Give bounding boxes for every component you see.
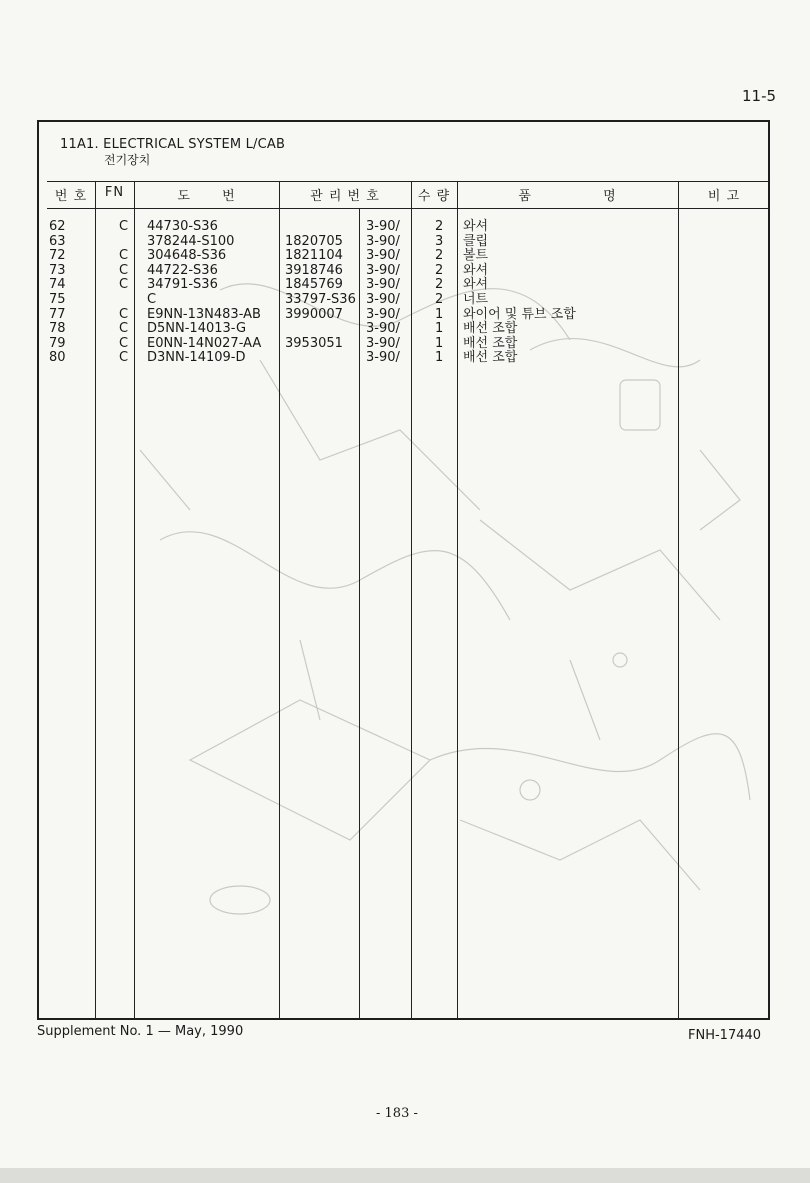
row-name: 너트 (463, 292, 489, 307)
row-no: 77 (49, 306, 66, 322)
row-part-no: 34791-S36 (147, 277, 218, 293)
row-name: 와셔 (463, 219, 489, 234)
row-no: 73 (49, 262, 66, 278)
row-date: 3-90/ (366, 219, 400, 234)
row-name: 볼트 (463, 248, 489, 264)
row-name: 와셔 (463, 262, 489, 278)
row-part-no: 44730-S36 (147, 219, 218, 234)
row-qty: 1 (435, 350, 444, 366)
row-name: 와이어 및 튜브 조합 (463, 306, 576, 322)
row-date: 3-90/ (366, 306, 400, 322)
row-part-no: C (147, 292, 157, 307)
column-divider (457, 181, 458, 1019)
row-date: 3-90/ (366, 335, 400, 351)
header-bottom-rule (47, 208, 770, 209)
column-divider (279, 181, 280, 1019)
row-qty: 3 (435, 233, 444, 249)
row-fn: C (119, 306, 129, 322)
row-name: 클립 (463, 233, 489, 249)
row-part-no: 378244-S100 (147, 233, 235, 249)
row-no: 78 (49, 321, 66, 337)
header-top-rule (47, 181, 770, 182)
header-fn: FN (104, 185, 125, 200)
header-no: 번 호 (54, 189, 88, 204)
row-qty: 1 (435, 335, 444, 351)
row-qty: 2 (435, 277, 444, 293)
row-control-no: 1821104 (285, 248, 343, 264)
row-date: 3-90/ (366, 233, 400, 249)
section-title: 11A1. ELECTRICAL SYSTEM L/CAB (60, 137, 286, 152)
row-qty: 2 (435, 292, 444, 307)
row-part-no: D5NN-14013-G (147, 321, 247, 337)
row-no: 62 (49, 219, 66, 234)
supplement-note: Supplement No. 1 — May, 1990 (37, 1024, 244, 1039)
parts-table (47, 181, 770, 1019)
row-date: 3-90/ (366, 262, 400, 278)
row-name: 배선 조합 (463, 350, 518, 366)
column-divider (359, 208, 360, 1019)
header-control-no: 관 리 번 호 (310, 189, 380, 204)
page-number-top: 11-5 (742, 87, 777, 105)
row-name: 배선 조합 (463, 335, 518, 351)
row-control-no: 3953051 (285, 335, 343, 351)
row-fn: C (119, 262, 129, 278)
row-fn: C (119, 248, 129, 264)
row-date: 3-90/ (366, 248, 400, 264)
row-qty: 2 (435, 262, 444, 278)
header-drawing: 도 번 (177, 189, 236, 204)
row-control-no: 1820705 (285, 233, 343, 249)
document-code: FNH-17440 (688, 1028, 762, 1043)
row-no: 72 (49, 248, 66, 264)
row-fn: C (119, 350, 129, 366)
row-control-no: 33797-S36 (285, 292, 356, 307)
row-qty: 1 (435, 321, 444, 337)
row-control-no: 1845769 (285, 277, 343, 293)
row-qty: 1 (435, 306, 444, 322)
column-divider (95, 181, 96, 1019)
row-control-no: 3990007 (285, 306, 343, 322)
row-name: 배선 조합 (463, 321, 518, 337)
row-name: 와셔 (463, 277, 489, 293)
row-no: 75 (49, 292, 66, 307)
column-divider (678, 181, 679, 1019)
row-fn: C (119, 277, 129, 293)
row-date: 3-90/ (366, 350, 400, 366)
column-divider (411, 181, 412, 1019)
row-no: 80 (49, 350, 66, 366)
row-fn: C (119, 219, 129, 234)
row-fn: C (119, 321, 129, 337)
row-no: 63 (49, 233, 66, 249)
row-date: 3-90/ (366, 277, 400, 293)
row-part-no: 304648-S36 (147, 248, 227, 264)
header-remarks: 비 고 (707, 189, 741, 204)
row-no: 79 (49, 335, 66, 351)
row-part-no: 44722-S36 (147, 262, 218, 278)
row-date: 3-90/ (366, 292, 400, 307)
row-date: 3-90/ (366, 321, 400, 337)
page-number-bottom: - 183 - (376, 1106, 418, 1121)
row-qty: 2 (435, 219, 444, 234)
row-qty: 2 (435, 248, 444, 264)
scan-edge (0, 1168, 810, 1183)
column-divider (134, 181, 135, 1019)
row-control-no: 3918746 (285, 262, 343, 278)
row-part-no: E9NN-13N483-AB (147, 306, 261, 322)
row-no: 74 (49, 277, 66, 293)
row-part-no: D3NN-14109-D (147, 350, 246, 366)
header-name: 품 명 (518, 189, 617, 204)
section-subtitle: 전기장치 (104, 153, 151, 167)
header-qty: 수 량 (417, 189, 451, 204)
row-part-no: E0NN-14N027-AA (147, 335, 262, 351)
row-fn: C (119, 335, 129, 351)
